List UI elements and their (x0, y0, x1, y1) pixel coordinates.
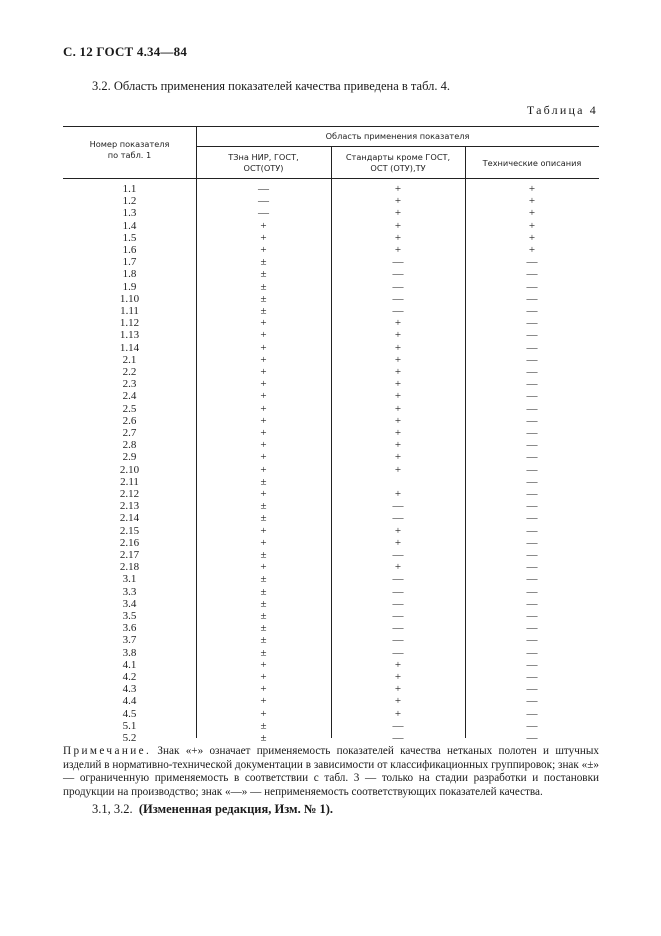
applicability-cell: + (394, 341, 402, 354)
applicability-cell: + (394, 231, 402, 244)
applicability-cell: + (394, 695, 402, 708)
applicability-cell: — (526, 634, 538, 647)
applicability-cell: + (528, 207, 536, 220)
applicability-cell: + (394, 390, 402, 403)
applicability-cell: — (392, 610, 404, 622)
applicability-cell: — (526, 719, 538, 732)
applicability-cell: — (392, 573, 404, 586)
applicability-cell: ± (260, 512, 267, 525)
applicability-cell: + (394, 439, 402, 452)
row-number-cell: 3.7 (122, 634, 137, 647)
applicability-cell: — (526, 439, 538, 452)
applicability-cell: + (260, 658, 267, 671)
row-number-cell: 2.8 (122, 439, 137, 452)
applicability-cell: ± (260, 610, 267, 622)
applicability-cell: — (392, 305, 404, 317)
applicability-cell: + (528, 195, 536, 208)
row-number-cell: 1.10 (119, 292, 140, 305)
applicability-cell: — (392, 646, 404, 659)
applicability-cell: + (394, 244, 402, 256)
applicability-cell: — (392, 585, 404, 598)
applicability-cell: — (526, 695, 538, 708)
row-number-cell: 3.8 (122, 646, 137, 659)
col2-header (196, 152, 331, 174)
applicability-cell: ± (260, 256, 267, 269)
applicability-cell: + (260, 402, 267, 415)
applicability-cell: + (394, 378, 402, 391)
row-number-cell: 1.1 (122, 183, 137, 195)
applicability-cell: + (394, 183, 402, 195)
applicability-cell: + (260, 463, 267, 476)
applicability-cell: + (394, 195, 402, 208)
applicability-cell: + (260, 414, 267, 427)
applicability-cell: + (394, 707, 402, 720)
applicability-cell: — (526, 488, 538, 500)
applicability-cell: + (528, 183, 536, 195)
applicability-cell: — (526, 683, 538, 696)
row-number-cell: 2.9 (122, 451, 137, 464)
applicability-cell: — (526, 500, 538, 513)
row-number-cell: 1.4 (122, 219, 137, 232)
row-number-cell: 3.4 (122, 597, 137, 610)
group-header: Область применения показателя (325, 131, 470, 141)
applicability-cell: — (526, 549, 538, 561)
applicability-cell: + (394, 658, 402, 671)
col3-header (331, 152, 465, 174)
note-text: Знак «+» означает применяемость показателей качества нетканых полотен и штучных изделий в нормативно-технической документации в зависимости от классификационных группировок; знак «±» — ограниченную применяемость в соответствии с табл. 3 — только на стадии разработки и постановки продукции на производство; знак «—» — неприменяемость соответствующих показателей качества. (63, 745, 599, 798)
applicability-cell: + (260, 244, 267, 256)
row-number-cell: 4.5 (122, 707, 137, 720)
applicability-cell: + (260, 707, 267, 720)
row-number-cell: 4.4 (122, 695, 137, 708)
row-number-cell: 2.7 (122, 427, 137, 439)
applicability-cell: ± (260, 549, 267, 561)
applicability-cell: ± (260, 268, 267, 281)
row-number-cell: 1.3 (122, 207, 137, 220)
applicability-cell: ± (260, 305, 267, 317)
row-number-cell: 1.5 (122, 231, 137, 244)
applicability-cell: — (392, 256, 404, 269)
note-lead: Примечание. (63, 745, 152, 757)
applicability-cell: — (526, 646, 538, 659)
applicability-cell: + (394, 536, 402, 549)
applicability-cell: + (260, 488, 267, 500)
applicability-cell: + (260, 378, 267, 391)
applicability-cell: + (394, 219, 402, 232)
footer-prefix: 3.1, 3.2. (92, 802, 133, 816)
applicability-cell: + (394, 671, 402, 683)
col4-header: Технические описания (482, 158, 582, 168)
applicability-cell: — (526, 732, 538, 744)
applicability-cell: + (260, 561, 267, 574)
applicability-cell: + (394, 427, 402, 439)
applicability-cell: + (260, 341, 267, 354)
row-number-cell: 2.18 (119, 561, 140, 574)
row-number-cell: 1.14 (119, 341, 140, 354)
applicability-cell: + (260, 317, 267, 330)
col3-header-line2: ОСТ (ОТУ),ТУ (370, 163, 426, 173)
applicability-table (63, 126, 599, 744)
applicability-cell: + (260, 390, 267, 403)
col2-header-line1: ТЗна НИР, ГОСТ, (228, 152, 299, 162)
row-number-cell: 2.13 (119, 500, 140, 513)
row-number-cell: 3.3 (122, 585, 137, 598)
applicability-cell: + (260, 451, 267, 464)
applicability-cell: — (526, 280, 538, 293)
applicability-cell: + (394, 329, 402, 342)
applicability-cell: ± (260, 634, 267, 647)
applicability-cell: + (394, 317, 402, 330)
applicability-cell: — (526, 427, 538, 439)
row-number-cell: 4.2 (122, 671, 137, 683)
applicability-cell: + (394, 207, 402, 220)
applicability-cell: + (394, 451, 402, 464)
applicability-cell: — (526, 561, 538, 574)
applicability-cell: — (526, 305, 538, 317)
applicability-cell: + (260, 439, 267, 452)
applicability-cell: — (258, 207, 269, 220)
applicability-cell: + (394, 524, 402, 537)
applicability-cell: — (392, 634, 404, 647)
row-number-cell: 2.3 (122, 378, 137, 391)
applicability-cell: + (260, 671, 267, 683)
applicability-cell: — (526, 341, 538, 354)
table-top-rule (63, 126, 599, 127)
col1-header-line2: по табл. 1 (107, 150, 152, 160)
row-number-cell: 5.1 (122, 719, 137, 732)
applicability-cell: — (392, 597, 404, 610)
row-number-cell: 1.11 (120, 305, 139, 317)
applicability-cell: — (526, 390, 538, 403)
row-number-cell: 1.6 (122, 244, 137, 256)
row-number-cell: 1.9 (122, 280, 137, 293)
applicability-cell: — (526, 536, 538, 549)
applicability-cell: — (526, 512, 538, 525)
row-number-cell: 3.6 (122, 622, 137, 635)
row-number-cell: 4.3 (122, 683, 137, 696)
applicability-cell: — (526, 585, 538, 598)
row-number-cell: 2.16 (119, 536, 140, 549)
row-number-cell: 4.1 (122, 658, 137, 671)
page-header: С. 12 ГОСТ 4.34—84 (63, 44, 188, 59)
row-number-cell: 2.11 (120, 475, 139, 488)
applicability-cell: — (526, 524, 538, 537)
applicability-cell: — (526, 256, 538, 269)
applicability-cell: + (528, 231, 536, 244)
applicability-cell: ± (260, 475, 267, 488)
row-number-cell: 2.5 (122, 402, 137, 415)
applicability-cell: + (528, 244, 536, 256)
row-number-cell: 1.12 (119, 317, 140, 330)
applicability-cell: — (392, 500, 404, 513)
applicability-cell: + (260, 536, 267, 549)
col2-header-line2: ОСТ(ОТУ) (243, 163, 284, 173)
applicability-cell: + (394, 353, 402, 366)
applicability-cell: — (526, 475, 538, 488)
row-number-cell: 1.7 (122, 256, 137, 269)
applicability-cell: — (526, 451, 538, 464)
applicability-cell: ± (260, 646, 267, 659)
applicability-cell: + (260, 524, 267, 537)
applicability-cell: ± (260, 573, 267, 586)
applicability-cell: + (394, 561, 402, 574)
applicability-cell: + (260, 353, 267, 366)
row-number-cell: 1.13 (119, 329, 140, 342)
footer-bold: (Измененная редакция, Изм. № 1). (138, 802, 334, 816)
row-number-cell: 1.2 (122, 195, 137, 208)
row-number-cell: 2.15 (119, 524, 140, 537)
row-number-cell: 3.1 (122, 573, 137, 586)
applicability-cell: + (260, 683, 267, 696)
row-number-cell: 2.14 (119, 512, 140, 525)
col1-header (63, 139, 196, 161)
applicability-cell: — (392, 622, 404, 635)
applicability-cell: — (526, 658, 538, 671)
applicability-cell: — (526, 402, 538, 415)
applicability-cell: — (258, 195, 269, 208)
applicability-cell: — (392, 549, 404, 561)
col3-header-line1: Стандарты кроме ГОСТ, (345, 152, 451, 162)
applicability-cell: + (394, 414, 402, 427)
applicability-cell: — (526, 353, 538, 366)
applicability-cell: + (528, 219, 536, 232)
applicability-cell: ± (260, 292, 267, 305)
applicability-cell: ± (260, 500, 267, 513)
applicability-cell: + (260, 219, 267, 232)
applicability-cell: — (392, 268, 404, 281)
applicability-cell: — (526, 707, 538, 720)
applicability-cell: — (526, 366, 538, 378)
intro-paragraph: 3.2. Область применения показателей качества приведена в табл. 4. (92, 79, 451, 93)
applicability-cell: + (394, 463, 402, 476)
applicability-cell: — (526, 610, 538, 622)
table-caption: Таблица 4 (526, 103, 598, 117)
applicability-cell: — (526, 463, 538, 476)
applicability-cell: — (526, 268, 538, 281)
row-number-cell: 5.2 (122, 732, 137, 744)
group-header-rule (196, 146, 599, 147)
applicability-cell: ± (260, 622, 267, 635)
applicability-cell: — (392, 292, 404, 305)
applicability-cell: — (526, 622, 538, 635)
applicability-cell: — (392, 719, 404, 732)
applicability-cell: + (394, 366, 402, 378)
row-number-cell: 2.10 (119, 463, 140, 476)
applicability-cell: — (392, 732, 404, 744)
row-number-cell: 2.17 (119, 549, 140, 561)
row-number-cell: 2.2 (122, 366, 137, 378)
applicability-cell: — (258, 183, 269, 195)
applicability-cell: — (526, 378, 538, 391)
applicability-cell: ± (260, 719, 267, 732)
applicability-cell: ± (260, 585, 267, 598)
table-note (63, 745, 599, 799)
applicability-cell: — (392, 280, 404, 293)
applicability-cell: + (260, 231, 267, 244)
applicability-cell: — (526, 317, 538, 330)
applicability-cell: — (526, 329, 538, 342)
applicability-cell: ± (260, 597, 267, 610)
applicability-cell: + (260, 366, 267, 378)
row-number-cell: 3.5 (122, 610, 137, 622)
applicability-cell: + (260, 329, 267, 342)
row-number-cell: 2.1 (122, 353, 137, 366)
applicability-cell (331, 476, 465, 488)
applicability-cell: — (526, 414, 538, 427)
applicability-cell: — (526, 597, 538, 610)
row-number-cell: 2.6 (122, 414, 137, 427)
applicability-cell: ± (260, 280, 267, 293)
applicability-cell: — (526, 292, 538, 305)
amendment-footer (92, 802, 333, 817)
applicability-cell: + (394, 683, 402, 696)
applicability-cell: — (526, 573, 538, 586)
applicability-cell: + (260, 695, 267, 708)
applicability-cell: — (392, 512, 404, 525)
applicability-cell: + (394, 402, 402, 415)
col1-header-line1: Номер показателя (89, 139, 170, 149)
applicability-cell: + (394, 488, 402, 500)
applicability-cell: ± (260, 732, 267, 744)
applicability-cell: — (526, 671, 538, 683)
applicability-cell: + (260, 427, 267, 439)
row-number-cell: 2.12 (119, 488, 140, 500)
row-number-cell: 1.8 (122, 268, 137, 281)
row-number-cell: 2.4 (122, 390, 137, 403)
